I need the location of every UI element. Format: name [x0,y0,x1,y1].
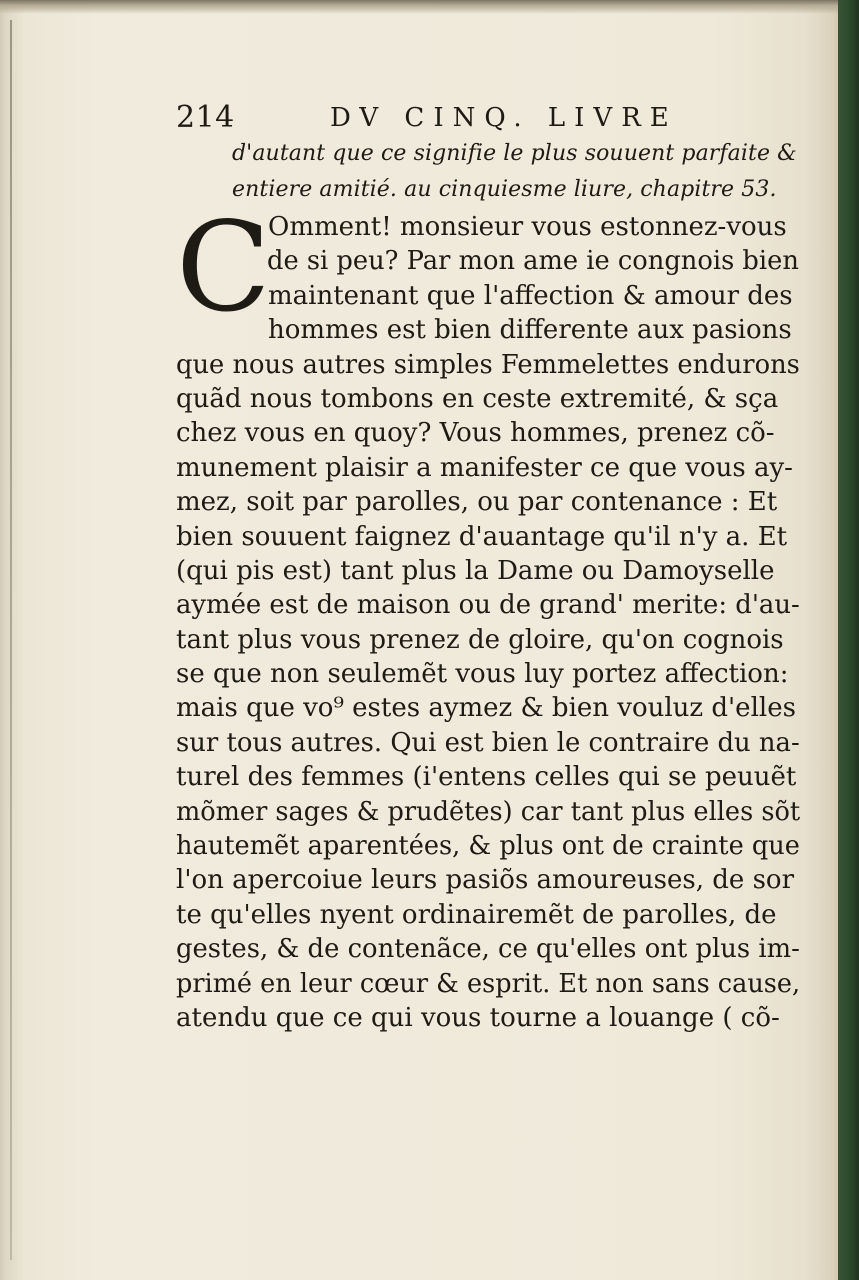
gutter-shadow [10,20,12,1260]
text-line: munement plaisir a manifester ce que vous ay- [176,452,793,483]
page-header [0,100,838,140]
marginal-note [232,136,797,208]
text-line: maintenant que l'affection & amour des [268,280,793,311]
text-line: quãd nous tombons en ceste extremité, & sça [176,383,779,414]
text-line: te qu'elles nyent ordinairemẽt de parolles, de [176,899,777,930]
text-line: mais que vo⁹ estes aymez & bien vouluz d'elles [176,693,796,724]
note-line: d'autant que ce signifie le plus souuent parfaite & [232,141,797,166]
text-line: chez vous en quoy? Vous hommes, prenez cõ- [176,418,775,449]
text-line: tant plus vous prenez de gloire, qu'on cognois [176,624,784,655]
text-line: primé en leur cœur & esprit. Et non sans cause, [176,968,801,999]
text-line: hommes est bien differente aux pasions [268,315,792,346]
text-line: aymée est de maison ou de grand' merite: d'au- [176,590,800,621]
text-line: hautemẽt aparentées, & plus ont de crainte que [176,831,800,862]
running-head: DV CINQ. LIVRE [330,103,678,133]
text-line: atendu que ce qui vous tourne a louange ( cõ- [176,1002,780,1033]
page-top-edge [0,0,838,14]
text-line: sur tous autres. Qui est bien le contraire du na- [176,727,800,758]
text-line: de si peu? Par mon ame ie congnois bien [266,246,799,277]
text-line: que nous autres simples Femmelettes endurons [176,349,800,380]
text-line: se que non seulemẽt vous luy portez affection: [176,659,789,690]
text-line: Omment! monsieur vous estonnez-vous [268,212,787,242]
text-line: mõmer sages & prudẽtes) car tant plus elles sõt [176,796,801,827]
text-line: l'on apercoiue leurs pasiõs amoureuses, de sor [176,865,794,896]
body-text [176,210,812,1035]
text-line: bien souuent faignez d'auantage qu'il n'y a. Et [176,521,788,552]
text-line: turel des femmes (i'entens celles qui se peuuẽt [176,762,797,793]
note-line: entiere amitié. au cinquiesme liure, chapitre 53. [232,177,777,202]
text-line: (qui pis est) tant plus la Dame ou Damoyselle [176,555,775,586]
drop-cap-initial: C [176,196,271,340]
page-number: 214 [176,100,235,135]
text-line: mez, soit par parolles, ou par contenance : Et [176,487,778,518]
text-line: gestes, & de contenãce, ce qu'elles ont plus im- [176,934,800,965]
